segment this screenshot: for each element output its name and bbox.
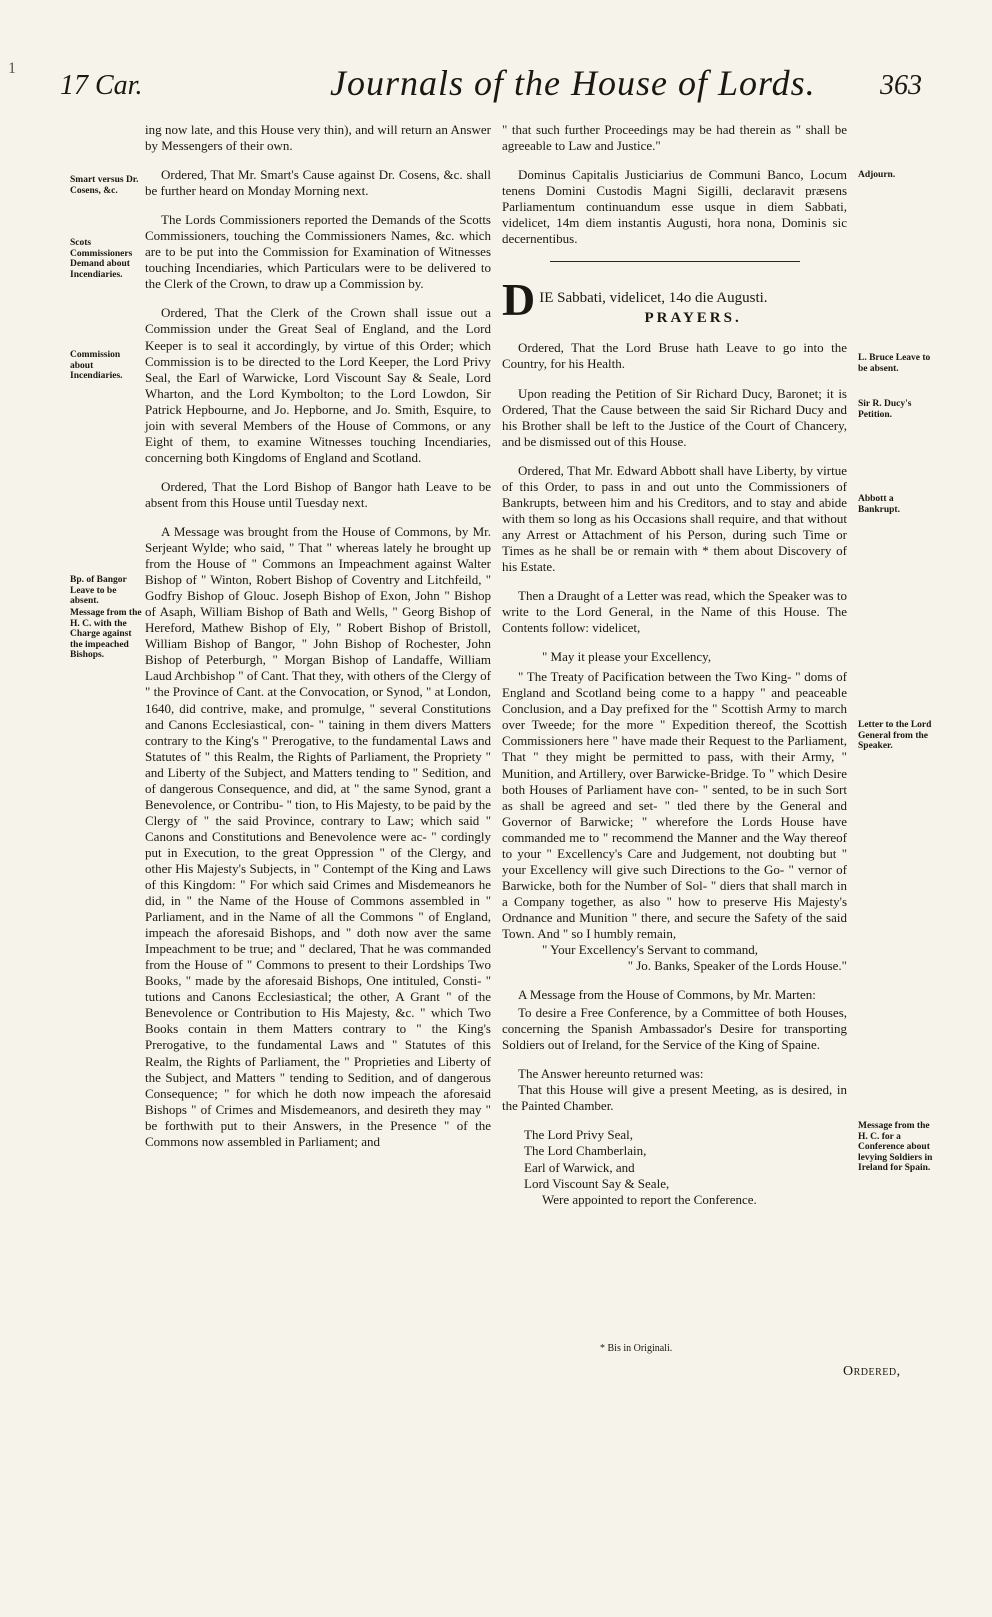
pencil-mark: 1 [8, 60, 16, 77]
paragraph: ing now late, and this House very thin), and will return an Answer by Messengers of their own. [145, 122, 491, 154]
paragraph: Ordered, That the Lord Bruse hath Leave to go into the Country, for his Health. [502, 340, 847, 372]
drop-cap: D [502, 280, 536, 326]
section-divider [550, 261, 800, 262]
paragraph: " that such further Proceedings may be had therein as " shall be agreeable to Law and Justice." [502, 122, 847, 154]
margin-note-ducy: Sir R. Ducy's Petition. [858, 399, 912, 420]
margin-note-adjourn: Adjourn. [858, 170, 896, 180]
margin-note-bruce: L. Bruce Leave to be absent. [858, 353, 931, 374]
committee-member: Lord Viscount Say & Seale, [524, 1175, 670, 1191]
committee-list [502, 1127, 847, 1191]
page-header [60, 62, 922, 112]
footnote: * Bis in Originali. [600, 1343, 673, 1354]
paragraph: A Message from the House of Commons, by Mr. Marten: [518, 987, 816, 1003]
paragraph: Ordered, That Mr. Smart's Cause against Dr. Cosens, &c. shall be further heard on Monday Morning next. [145, 167, 491, 199]
page-title: Journals of the House of Lords. [330, 63, 816, 103]
catchword: Ordered, [843, 1364, 901, 1379]
paragraph: To desire a Free Conference, by a Committee of both Houses, concerning the Spanish Ambassador's Desire for transporting Soldiers out of Ireland, for the Service of the King of Spaine. [502, 1005, 847, 1053]
margin-note-abbott: Abbott a Bankrupt. [858, 494, 900, 515]
day-heading: IE Sabbati, videlicet, 14o die Augusti. [539, 290, 768, 307]
margin-note-scots: Scots Commissioners Demand about Incendiaries. [70, 238, 133, 280]
margin-note-bangor: Bp. of Bangor Leave to be absent. [70, 575, 127, 606]
margin-note-message: Message from the H. C. with the Charge against the impeached Bishops. [70, 608, 142, 660]
paragraph: Were appointed to report the Conference. [542, 1191, 757, 1207]
committee-member: Earl of Warwick, and [524, 1159, 635, 1175]
paragraph: The Answer hereunto returned was: [518, 1066, 704, 1082]
letter-closing: " Your Excellency's Servant to command, [542, 942, 758, 958]
prayers-heading: PRAYERS. [644, 310, 742, 327]
committee-member: The Lord Chamberlain, [524, 1143, 647, 1159]
margin-note-spain: Message from the H. C. for a Conference about levying Soldiers in Ireland for Spain. [858, 1121, 933, 1173]
margin-note-smart: Smart versus Dr. Cosens, &c. [70, 175, 139, 196]
paragraph: A Message was brought from the House of Commons, by Mr. Serjeant Wylde; who said, " That " whereas lately he brought up from the House of " Commons an Impeachment against Walter Bishop of " Winton, Robert Bishop of Coventry and Litchfeild, " Godfry Bishop of Glouc. Joseph Bishop of Exon, John " Bishop of Asaph, William Bishop of Bath and Wells, " Georg Bishop of Hereford, Mathew Bishop of Ely, " Robert Bishop of Bristoll, William Bishop of Bangor, " John Bishop of Rochester, John Bishop of Peterburgh, " Morgan Bishop of Landaffe, William Laud Archbishop " of Cant. That they, with others of the Clergy of " the Province of Cant. at the Convocation, or Synod, " at London, 1640, did contrive, make, and promulge, " several Constitutions and Canons Ecclesiastical, con- " taining in them divers Matters contrary to the King's " Prerogative, to the fundamental Laws and Statutes of " this Realm, the Rights of Parliament, the Propriety " and Liberty of the Subject, and Matters tending to " Sedition, and of dangerous Consequence, and did, at " the same Synod, grant a Benevolence, or Contribu- " tion, to His Majesty, to be paid by the Clergy of " the said Province, contrary to Law; which said " Canons and Constitutions and Benevolence were ac- " cordingly put in Execution, to the great Oppression " of the Clergy, and other His Majesty's Subjects, in " Contempt of the King and Laws of this Kingdom: " For which said Crimes and Misdemeanors he did, in " the Name of the House of Commons assembled in " Parliament, and in the Name of all the Commons " of England, impeach the aforesaid Bishops, and " doth now aver the same Impeachment to be true; and " declared, That he was commanded from the House of " Commons to present to their Lordships Two Books, " made by the aforesaid Bishops, One intituled, Consti- " tutions and Canons Ecclesiastical; the other, A Grant " of the Benevolence or Contribution to His Majesty, &c. " which Two Books contain in them Matters contrary to " the King's Prerogative, to the fundamental Laws and " Statutes of this Realm, the Rights of Parliament, the " Proprieties and Liberty of the Subject, and Matters " tending to Sedition, and of dangerous Consequence; " for which he doth now impeach the aforesaid Bishops " of Crimes and Misdemeanors, and desireth they may " be forthwith put to their Answers, in the Presence " of the Commons now assembled in Parliament; and [145, 523, 491, 1149]
paragraph: That this House will give a present Meeting, as is desired, in the Painted Chamber. [502, 1082, 847, 1114]
left-column [145, 122, 491, 1150]
paragraph: Ordered, That Mr. Edward Abbott shall have Liberty, by virtue of this Order, to pass in and out unto the Commissioners of Bankrupts, between him and his Creditors, and to stay and abide with them so long as his Occasions shall require, and that without any Arrest or Attachment of his Person, during such Time or Times as he shall be or remain with * them about Discovery of his Estate. [502, 462, 847, 574]
paragraph: Then a Draught of a Letter was read, which the Speaker was to write to the Lord General, in the Name of this House. The Contents follow: videlicet, [502, 588, 847, 636]
paragraph: Ordered, That the Lord Bishop of Bangor hath Leave to be absent from this House until Tuesday next. [145, 478, 491, 510]
header-left: 17 Car. [60, 70, 143, 101]
paragraph: Ordered, That the Clerk of the Crown shall issue out a Commission under the Great Seal of England, and the Lord Keeper is to seal it accordingly, by virtue of this Order; which Commission is to be directed to the Lord Keeper, the Lord Privy Seal, the Earl of Warwicke, Lord Viscount Say & Seale, Lord Wharton, and the Lord Kymbolton; to the Lord Lowdon, Sir Patrick Hepbourne, and Jo. Hepborne, and Jo. Smith, Esquire, to join with several Members of the House of Commons, or any Eight of them, to examine Witnesses touching Incendiaries, concerning both Kingdoms of England and Scotland. [145, 305, 491, 465]
paragraph: Upon reading the Petition of Sir Richard Ducy, Baronet; it is Ordered, That the Cause between the said Sir Richard Ducy and his Brother shall be left to the Justice of the Court of Chancery, and be dismissed out of this House. [502, 385, 847, 449]
committee-member: The Lord Privy Seal, [524, 1127, 634, 1143]
paragraph: Dominus Capitalis Justiciarius de Communi Banco, Locum tenens Domini Custodis Magni Sigilli, declaravit præsens Parliamentum continuandum esse usque in diem Sabbati, videlicet, 14m diem instantis Augusti, hora nona, Dominis sic decernentibus. [502, 167, 847, 247]
day-heading-block [502, 280, 847, 340]
paragraph: The Lords Commissioners reported the Demands of the Scotts Commissioners, touching the Commissioners Names, &c. which are to be put into the Commission for Examination of Witnesses touching Incendiaries, which Particulars were to be delivered to the Clerk of the Crown, to draw up a Commission by. [145, 212, 491, 292]
margin-note-letter: Letter to the Lord General from the Speaker. [858, 720, 932, 751]
margin-note-commission: Commission about Incendiaries. [70, 350, 123, 381]
page-number: 363 [880, 70, 922, 101]
right-column [502, 122, 847, 1221]
letter-salutation: " May it please your Excellency, [542, 649, 712, 665]
letter-body: " The Treaty of Pacification between the Two King- " doms of England and Scotland being come to a happy " and peaceable Conclusion, and a Day prefixed for the " Scottish Army to march over Tweede; for the more " Expedition thereof, the Scottish Commissioners here " have made their Request to the Parliament, That " they might be permitted to pass, with their Army, " Munition, and Artillery, over Barwicke-Bridge. To " which Desire both Houses of Parliament have con- " sented, to be in such Sort as shall be agreed and set- " tled there by the General and Governor of Barwicke; " wherefore the Lords House have commanded me to " recommend the Manner and the Way thereof to your " Excellency's Care and Judgement, not doubting but " your Excellency will give such Directions to the Go- " vernor of Barwicke, both for the Number of Sol- " diers that shall march in a Company together, as also " how to preserve His Majesty's Ordnance and Munition " there, and secure the Safety of the said Town. And " so I humbly remain, [502, 669, 847, 941]
letter-signature: " Jo. Banks, Speaker of the Lords House." [627, 958, 847, 974]
